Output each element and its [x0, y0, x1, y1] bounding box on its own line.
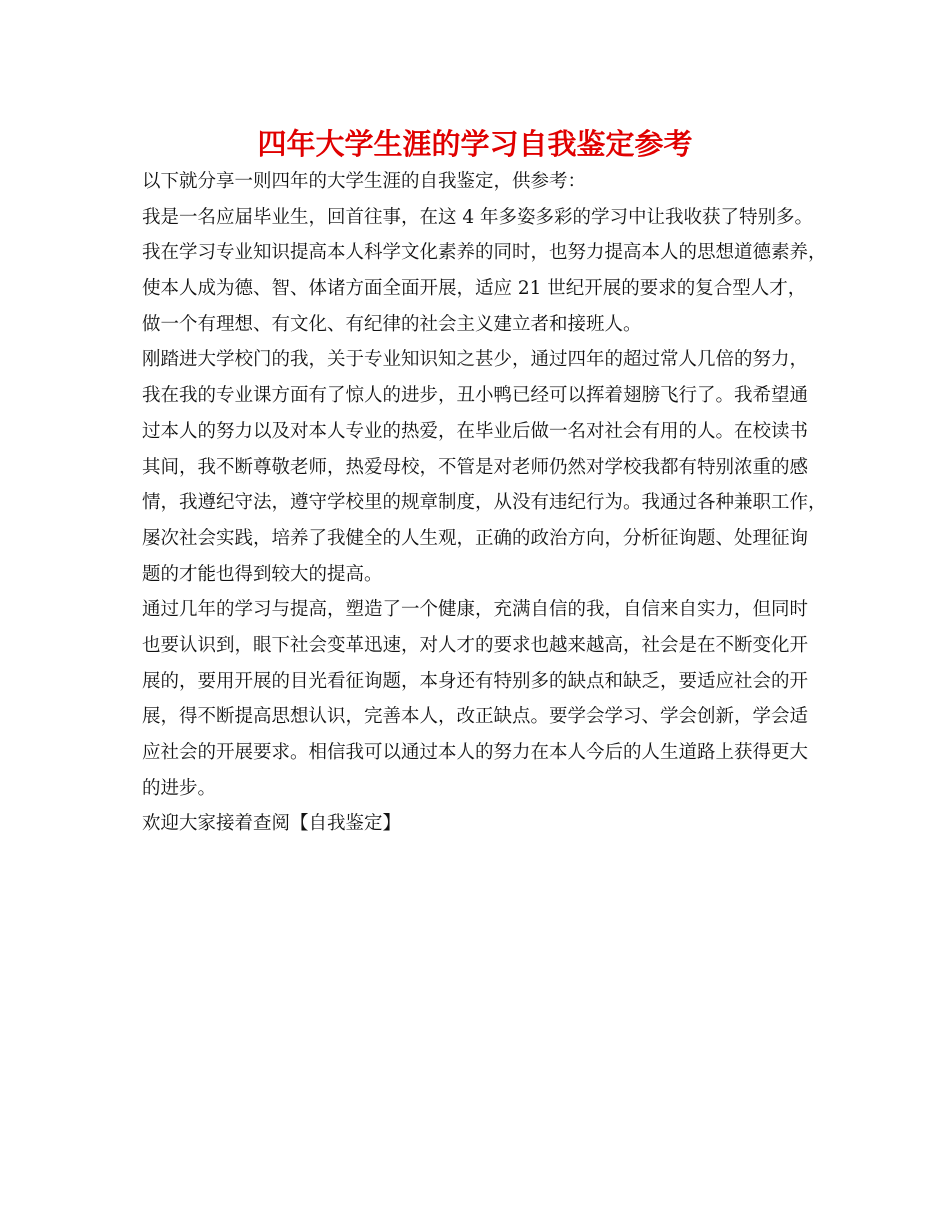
text-line: 欢迎大家接着查阅【自我鉴定】: [142, 813, 402, 835]
text-line: 情，我遵纪守法，遵守学校里的规章制度，从没有违纪行为。我通过各种兼职工作，: [142, 492, 827, 514]
text-line: 做一个有理想、有文化、有纪律的社会主义建立者和接班人。: [142, 313, 642, 335]
text-line: 使本人成为德、智、体诸方面全面开展，适应 21 世纪开展的要求的复合型人才，: [142, 278, 807, 300]
text-line: 过本人的努力以及对本人专业的热爱，在毕业后做一名对社会有用的人。在校读书: [142, 420, 809, 442]
text-line: 也要认识到，眼下社会变革迅速，对人才的要求也越来越高，社会是在不断变化开: [142, 634, 809, 656]
text-line: 应社会的开展要求。相信我可以通过本人的努力在本人今后的人生道路上获得更大: [142, 742, 809, 763]
text-line: 通过几年的学习与提高，塑造了一个健康，充满自信的我，自信来自实力，但同时: [142, 599, 809, 621]
text-line: 以下就分享一则四年的大学生涯的自我鉴定，供参考：: [142, 171, 587, 192]
document-title: 四年大学生涯的学习自我鉴定参考: [257, 127, 693, 161]
text-line: 我在学习专业知识提高本人科学文化素养的同时，也努力提高本人的思想道德素养，: [142, 242, 827, 264]
text-line: 展，得不断提高思想认识，完善本人，改正缺点。要学会学习、学会创新，学会适: [142, 706, 809, 728]
text-line: 屡次社会实践，培养了我健全的人生观，正确的政治方向，分析征询题、处理征询: [142, 527, 809, 549]
text-line: 题的才能也得到较大的提高。: [142, 563, 383, 585]
text-line: 我是一名应届毕业生，回首往事，在这 4 年多姿多彩的学习中让我收获了特别多。: [142, 206, 814, 228]
text-line: 刚踏进大学校门的我，关于专业知识知之甚少，通过四年的超过常人几倍的努力，: [142, 349, 809, 371]
document-body: [142, 164, 827, 842]
text-line: 的进步。: [142, 777, 217, 799]
text-line: 展的，要用开展的目光看征询题，本身还有特别多的缺点和缺乏，要适应社会的开: [142, 670, 809, 692]
text-line: 我在我的专业课方面有了惊人的进步，丑小鸭已经可以挥着翅膀飞行了。我希望通: [142, 385, 809, 407]
text-line: 其间，我不断尊敬老师，热爱母校，不管是对老师仍然对学校我都有特别浓重的感: [142, 456, 809, 478]
